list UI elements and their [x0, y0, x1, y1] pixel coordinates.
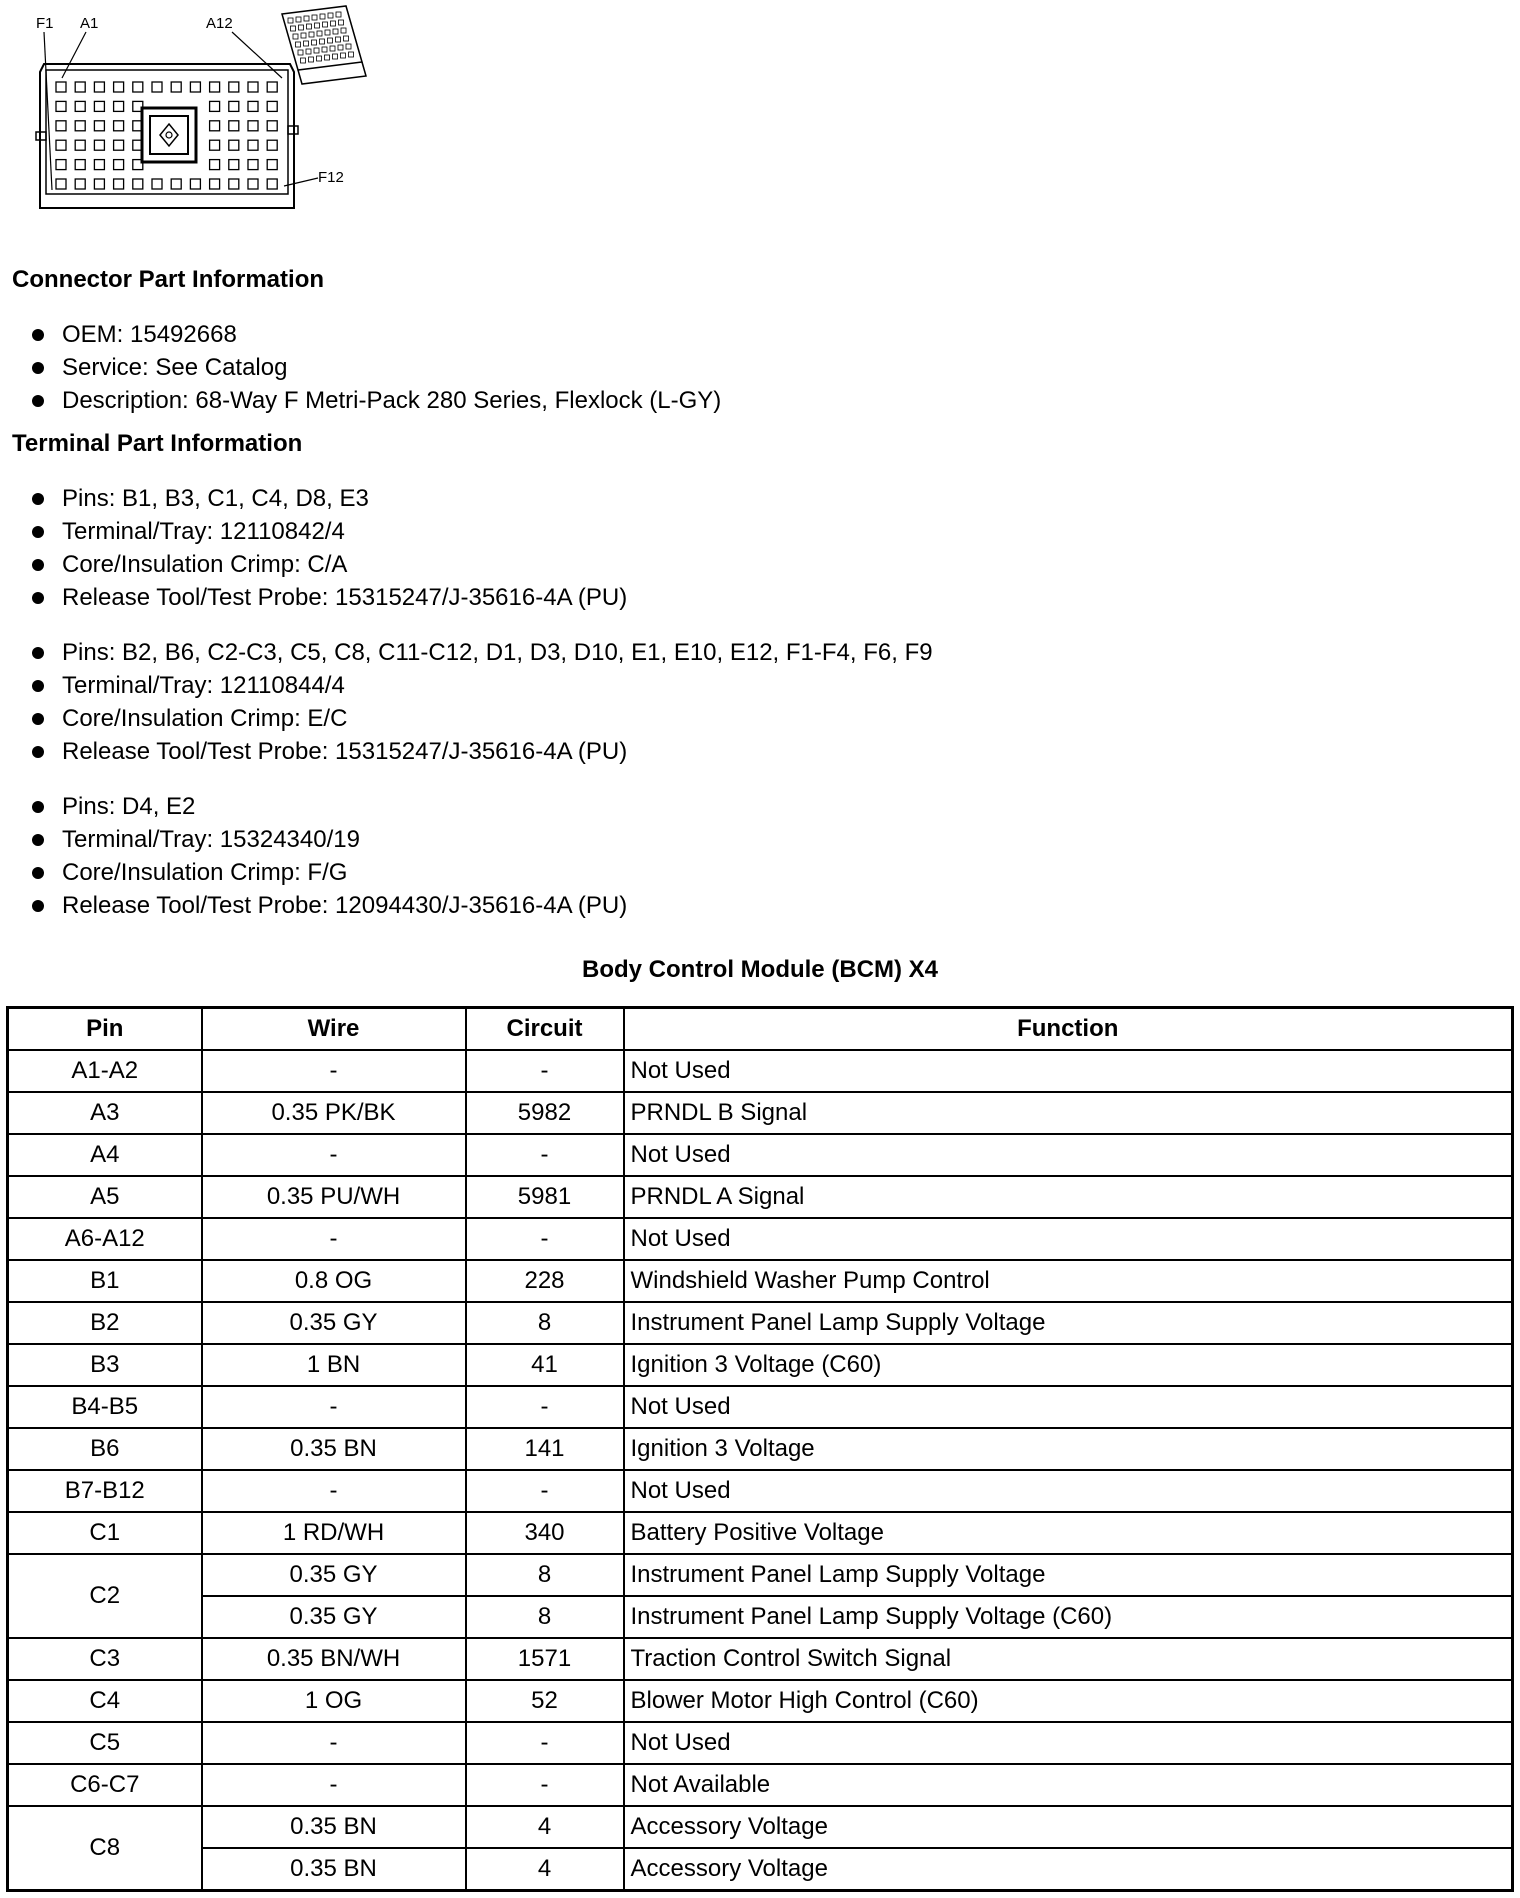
thumbnail-cavity: [301, 58, 306, 63]
cavity: [267, 82, 277, 92]
thumbnail-cavity: [304, 41, 309, 46]
cavity: [248, 179, 258, 189]
table-row: [8, 1764, 1513, 1806]
cavity: [267, 121, 277, 131]
cell-circuit: 52: [466, 1680, 624, 1722]
thumbnail-cavity: [304, 16, 309, 21]
cell-pin: B2: [8, 1302, 202, 1344]
cell-pin: A5: [8, 1176, 202, 1218]
thumbnail-cavity: [291, 26, 296, 31]
cavity: [75, 101, 85, 111]
cavity: [229, 121, 239, 131]
thumbnail-cavity: [338, 45, 343, 50]
cavity: [75, 140, 85, 150]
cavity: [229, 101, 239, 111]
table-row: [8, 1050, 1513, 1092]
table-row: [8, 1092, 1513, 1134]
cell-circuit: 8: [466, 1302, 624, 1344]
thumbnail-cavity: [336, 12, 341, 17]
thumbnail-cavity: [296, 17, 301, 22]
cell-wire: -: [202, 1470, 466, 1512]
list-item: Pins: B1, B3, C1, C4, D8, E3: [30, 482, 627, 515]
list-item: Description: 68-Way F Metri-Pack 280 Series, Flexlock (L-GY): [30, 384, 721, 417]
thumbnail-cavity: [307, 24, 312, 29]
thumbnail-cavity: [322, 47, 327, 52]
thumbnail-cavity: [336, 37, 341, 42]
cell-circuit: -: [466, 1386, 624, 1428]
cell-function: PRNDL B Signal: [624, 1092, 1513, 1134]
cell-wire: 0.35 GY: [202, 1302, 466, 1344]
cell-circuit: -: [466, 1050, 624, 1092]
cell-wire: 0.35 BN: [202, 1428, 466, 1470]
cell-function: Not Used: [624, 1722, 1513, 1764]
connector-part-info-list: [30, 318, 721, 417]
cell-pin: A3: [8, 1092, 202, 1134]
list-item: Terminal/Tray: 12110844/4: [30, 669, 933, 702]
cavity: [75, 121, 85, 131]
pinout-table: [6, 1006, 1514, 1892]
table-title: Body Control Module (BCM) X4: [582, 956, 938, 983]
list-item: Pins: B2, B6, C2-C3, C5, C8, C11-C12, D1, D3, D10, E1, E10, E12, F1-F4, F6, F9: [30, 636, 933, 669]
thumbnail-cavity: [344, 36, 349, 41]
cavity: [75, 179, 85, 189]
cavity: [248, 121, 258, 131]
cell-pin: C4: [8, 1680, 202, 1722]
cell-wire: -: [202, 1386, 466, 1428]
cell-circuit: -: [466, 1470, 624, 1512]
thumbnail-cavity: [333, 54, 338, 59]
cell-circuit: -: [466, 1134, 624, 1176]
cell-pin: A4: [8, 1134, 202, 1176]
cavity: [133, 82, 143, 92]
cell-wire: 0.8 OG: [202, 1260, 466, 1302]
cavity: [94, 101, 104, 111]
cell-function: Instrument Panel Lamp Supply Voltage (C60): [624, 1596, 1513, 1638]
cavity: [267, 140, 277, 150]
cell-wire: 0.35 BN: [202, 1806, 466, 1848]
thumbnail-cavity: [312, 15, 317, 20]
cell-pin: C5: [8, 1722, 202, 1764]
thumbnail-cavity: [339, 20, 344, 25]
cell-wire: -: [202, 1050, 466, 1092]
cell-function: Accessory Voltage: [624, 1806, 1513, 1848]
cell-wire: 0.35 BN: [202, 1848, 466, 1891]
cavity: [190, 82, 200, 92]
terminal-part-info-heading: Terminal Part Information: [12, 430, 303, 457]
cell-wire: 0.35 GY: [202, 1596, 466, 1638]
cell-circuit: -: [466, 1218, 624, 1260]
table-row: [8, 1302, 1513, 1344]
cavity: [75, 82, 85, 92]
cavity: [94, 140, 104, 150]
list-item: Release Tool/Test Probe: 15315247/J-35616-4A (PU): [30, 735, 933, 768]
table-row: [8, 1386, 1513, 1428]
connector-inner-rim: [46, 70, 288, 194]
cavity: [210, 179, 220, 189]
cavity: [210, 101, 220, 111]
cell-function: Not Used: [624, 1134, 1513, 1176]
cell-wire: 0.35 PK/BK: [202, 1092, 466, 1134]
table-row: [8, 1722, 1513, 1764]
header-pin: Pin: [8, 1008, 202, 1051]
thumbnail-cavity: [314, 48, 319, 53]
cell-function: Not Used: [624, 1050, 1513, 1092]
list-item: Core/Insulation Crimp: E/C: [30, 702, 933, 735]
cell-wire: -: [202, 1764, 466, 1806]
thumbnail-cavity: [323, 22, 328, 27]
cavity: [133, 179, 143, 189]
cavity: [94, 160, 104, 170]
table-row: [8, 1554, 1513, 1596]
cavity: [210, 140, 220, 150]
cell-wire: 1 BN: [202, 1344, 466, 1386]
cell-pin: B4-B5: [8, 1386, 202, 1428]
cell-circuit: 5981: [466, 1176, 624, 1218]
cell-circuit: 141: [466, 1428, 624, 1470]
cell-wire: 0.35 GY: [202, 1554, 466, 1596]
cell-wire: 0.35 PU/WH: [202, 1176, 466, 1218]
thumbnail-cavity: [330, 46, 335, 51]
thumbnail-cavity: [333, 29, 338, 34]
list-item: Service: See Catalog: [30, 351, 721, 384]
connector-part-info-heading: Connector Part Information: [12, 266, 325, 293]
connector-housing: [40, 64, 294, 208]
thumbnail-cavity: [309, 32, 314, 37]
thumbnail-cavity: [317, 31, 322, 36]
cavity: [248, 160, 258, 170]
table-row: [8, 1134, 1513, 1176]
cell-function: Blower Motor High Control (C60): [624, 1680, 1513, 1722]
list-item: OEM: 15492668: [30, 318, 721, 351]
cavity: [190, 179, 200, 189]
cell-circuit: 41: [466, 1344, 624, 1386]
cell-pin: C3: [8, 1638, 202, 1680]
thumbnail-cavity: [312, 40, 317, 45]
cavity: [248, 140, 258, 150]
cell-function: Not Used: [624, 1218, 1513, 1260]
table-row: [8, 1512, 1513, 1554]
thumbnail-cavity: [293, 34, 298, 39]
thumbnail-cavity: [331, 21, 336, 26]
cavity: [210, 82, 220, 92]
table-row: [8, 1176, 1513, 1218]
label-f12: F12: [318, 169, 344, 186]
thumbnail-cavity: [299, 25, 304, 30]
cell-circuit: 4: [466, 1848, 624, 1891]
thumbnail-cavity: [328, 13, 333, 18]
center-lock-inner: [150, 116, 188, 154]
cell-pin: B6: [8, 1428, 202, 1470]
cavity: [94, 179, 104, 189]
terminal-group-2: [30, 636, 933, 768]
table-row: [8, 1596, 1513, 1638]
table-row: [8, 1428, 1513, 1470]
label-a1: A1: [80, 15, 99, 32]
list-item: Terminal/Tray: 12110842/4: [30, 515, 627, 548]
cavity: [94, 121, 104, 131]
label-f1: F1: [36, 15, 54, 32]
cell-circuit: 5982: [466, 1092, 624, 1134]
thumbnail-cavity: [306, 49, 311, 54]
cell-pin: B1: [8, 1260, 202, 1302]
thumbnail-cavity: [320, 39, 325, 44]
thumbnail-cavity: [288, 18, 293, 23]
thumbnail-cavity: [346, 44, 351, 49]
cavity: [75, 160, 85, 170]
cavity: [56, 160, 66, 170]
cell-function: Windshield Washer Pump Control: [624, 1260, 1513, 1302]
list-item: Terminal/Tray: 15324340/19: [30, 823, 627, 856]
list-item: Pins: D4, E2: [30, 790, 627, 823]
connector-face-diagram: [0, 0, 400, 220]
cavity: [229, 140, 239, 150]
cell-function: Not Available: [624, 1764, 1513, 1806]
cell-circuit: 228: [466, 1260, 624, 1302]
thumbnail-cavity: [320, 14, 325, 19]
thumbnail-cavity: [309, 57, 314, 62]
table-row: [8, 1470, 1513, 1512]
cell-pin: A1-A2: [8, 1050, 202, 1092]
cell-circuit: -: [466, 1722, 624, 1764]
list-item: Core/Insulation Crimp: F/G: [30, 856, 627, 889]
cavity: [267, 179, 277, 189]
cell-function: Not Used: [624, 1386, 1513, 1428]
center-lock-diamond: [160, 124, 178, 146]
table-row: [8, 1218, 1513, 1260]
table-row: [8, 1260, 1513, 1302]
terminal-group-3: [30, 790, 627, 922]
cell-pin: C2: [8, 1554, 202, 1638]
cavity: [267, 101, 277, 111]
cavity: [56, 121, 66, 131]
thumbnail-cavity: [301, 33, 306, 38]
thumbnail-cavity: [341, 53, 346, 58]
table-row: [8, 1344, 1513, 1386]
header-function: Function: [624, 1008, 1513, 1051]
cell-circuit: 8: [466, 1554, 624, 1596]
label-a12: A12: [206, 15, 233, 32]
cavity: [248, 101, 258, 111]
cavity: [56, 101, 66, 111]
header-circuit: Circuit: [466, 1008, 624, 1051]
cavity: [152, 179, 162, 189]
cavity: [210, 160, 220, 170]
cell-function: Battery Positive Voltage: [624, 1512, 1513, 1554]
cell-circuit: 4: [466, 1806, 624, 1848]
cell-wire: 1 RD/WH: [202, 1512, 466, 1554]
cavity: [152, 82, 162, 92]
cavity: [229, 160, 239, 170]
cavity: [171, 179, 181, 189]
thumbnail-cavity: [341, 28, 346, 33]
cavity: [114, 101, 124, 111]
table-row: [8, 1638, 1513, 1680]
header-wire: Wire: [202, 1008, 466, 1051]
cavity: [171, 82, 181, 92]
list-item: Release Tool/Test Probe: 12094430/J-35616-4A (PU): [30, 889, 627, 922]
cell-circuit: 1571: [466, 1638, 624, 1680]
thumbnail-cavity: [325, 55, 330, 60]
thumbnail-cavity: [317, 56, 322, 61]
cell-function: Instrument Panel Lamp Supply Voltage: [624, 1302, 1513, 1344]
cell-pin: B3: [8, 1344, 202, 1386]
cell-pin: A6-A12: [8, 1218, 202, 1260]
terminal-group-1: [30, 482, 627, 614]
cell-wire: -: [202, 1218, 466, 1260]
list-item: Release Tool/Test Probe: 15315247/J-35616-4A (PU): [30, 581, 627, 614]
cavity: [229, 179, 239, 189]
table-header-row: [8, 1008, 1513, 1051]
cavity: [114, 160, 124, 170]
cavity: [114, 140, 124, 150]
cavity: [229, 82, 239, 92]
cell-circuit: 340: [466, 1512, 624, 1554]
cell-function: PRNDL A Signal: [624, 1176, 1513, 1218]
cavity: [267, 160, 277, 170]
cavity: [56, 140, 66, 150]
thumbnail-cavity: [328, 38, 333, 43]
thumbnail-cavity: [325, 30, 330, 35]
cavity: [94, 82, 104, 92]
cell-circuit: 8: [466, 1596, 624, 1638]
cavity: [56, 82, 66, 92]
cell-function: Not Used: [624, 1470, 1513, 1512]
cavity: [56, 179, 66, 189]
cell-circuit: -: [466, 1764, 624, 1806]
cell-pin: B7-B12: [8, 1470, 202, 1512]
table-row: [8, 1806, 1513, 1848]
table-row: [8, 1848, 1513, 1891]
thumbnail-cavity: [296, 42, 301, 47]
center-lock-dot: [166, 132, 172, 138]
table-row: [8, 1680, 1513, 1722]
cell-wire: -: [202, 1722, 466, 1764]
cell-wire: 1 OG: [202, 1680, 466, 1722]
cell-wire: 0.35 BN/WH: [202, 1638, 466, 1680]
cell-function: Ignition 3 Voltage: [624, 1428, 1513, 1470]
cell-function: Traction Control Switch Signal: [624, 1638, 1513, 1680]
cell-pin: C1: [8, 1512, 202, 1554]
list-item: Core/Insulation Crimp: C/A: [30, 548, 627, 581]
cell-pin: C8: [8, 1806, 202, 1891]
cavity: [248, 82, 258, 92]
cavity: [114, 121, 124, 131]
cavity: [114, 82, 124, 92]
thumbnail-cavity: [349, 52, 354, 57]
cell-function: Ignition 3 Voltage (C60): [624, 1344, 1513, 1386]
cavity: [114, 179, 124, 189]
thumbnail-cavity: [298, 50, 303, 55]
thumbnail-cavity: [315, 23, 320, 28]
cavity: [210, 121, 220, 131]
cell-function: Accessory Voltage: [624, 1848, 1513, 1891]
cell-function: Instrument Panel Lamp Supply Voltage: [624, 1554, 1513, 1596]
cell-pin: C6-C7: [8, 1764, 202, 1806]
cell-wire: -: [202, 1134, 466, 1176]
